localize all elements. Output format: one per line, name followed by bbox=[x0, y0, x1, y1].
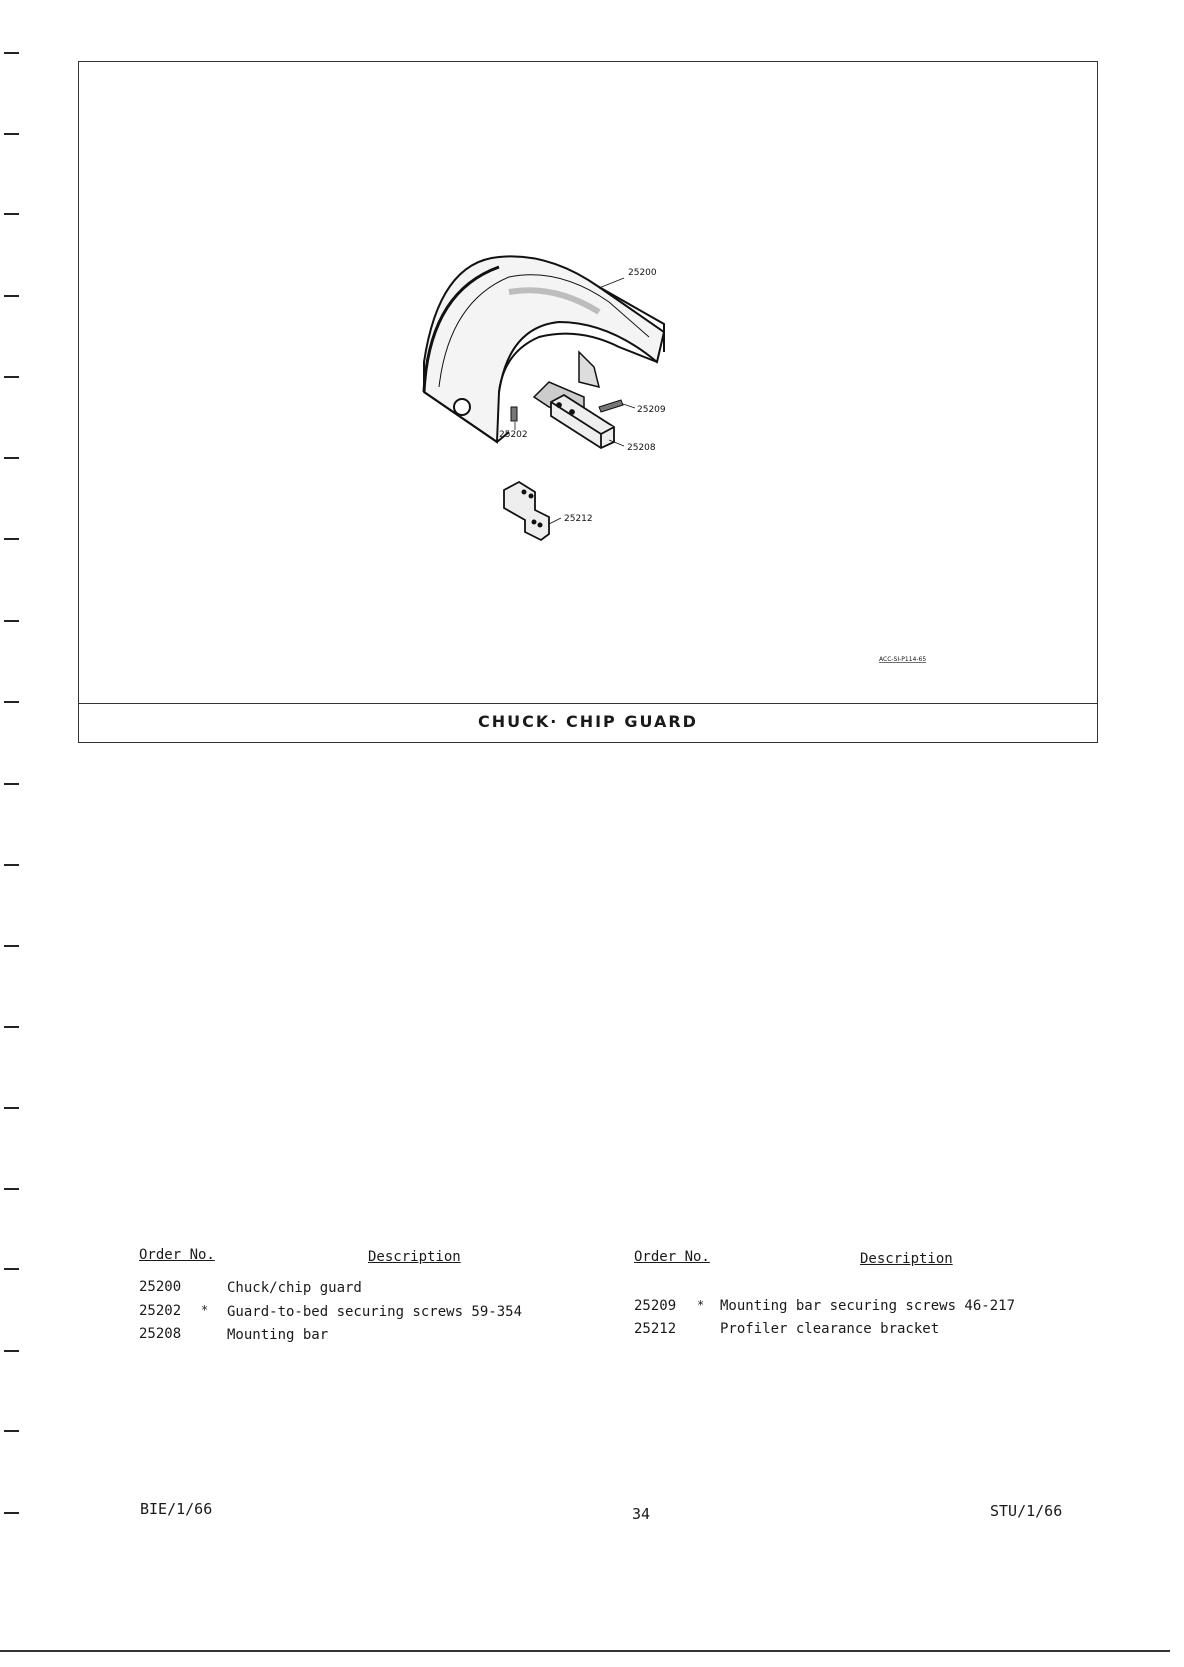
part-description: Chuck/chip guard bbox=[227, 1280, 362, 1296]
order-number: 25200 bbox=[139, 1279, 182, 1295]
callout-25202: 25202 bbox=[499, 430, 528, 440]
column-header-order-no: Order No. bbox=[139, 1247, 215, 1263]
footer-right-code: STU/1/66 bbox=[990, 1502, 1063, 1520]
callout-25212: 25212 bbox=[564, 514, 593, 524]
column-header-order-no: Order No. bbox=[634, 1249, 710, 1265]
part-description: Profiler clearance bracket bbox=[720, 1321, 940, 1337]
exploded-parts-drawing bbox=[79, 62, 1097, 702]
order-number: 25212 bbox=[634, 1321, 677, 1337]
order-number: 25202 bbox=[139, 1303, 182, 1319]
optional-marker: * bbox=[201, 1303, 209, 1317]
part-description: Mounting bar securing screws 46-217 bbox=[720, 1298, 1016, 1314]
callout-25208: 25208 bbox=[627, 443, 656, 453]
column-header-description: Description bbox=[368, 1249, 461, 1265]
page-bottom-rule bbox=[0, 1650, 1170, 1652]
callout-25200: 25200 bbox=[628, 268, 657, 278]
order-number: 25208 bbox=[139, 1326, 182, 1342]
order-number: 25209 bbox=[634, 1298, 677, 1314]
part-description: Guard-to-bed securing screws 59-354 bbox=[227, 1304, 523, 1320]
callout-25209: 25209 bbox=[637, 405, 666, 415]
part-description: Mounting bar bbox=[227, 1327, 329, 1343]
guard-screw-illustration bbox=[511, 407, 517, 421]
bar-screw-illustration bbox=[599, 400, 623, 412]
page-number: 34 bbox=[632, 1505, 651, 1523]
profiler-bracket-illustration bbox=[504, 482, 549, 540]
caption-divider bbox=[79, 703, 1097, 704]
drawing-reference-code: ACC-SI-P114-65 bbox=[879, 656, 927, 663]
optional-marker: * bbox=[697, 1298, 705, 1312]
figure-frame bbox=[78, 61, 1098, 743]
figure-title: CHUCK· CHIP GUARD bbox=[478, 712, 698, 731]
chuck-chip-guard-illustration bbox=[424, 256, 664, 442]
column-header-description: Description bbox=[860, 1251, 953, 1267]
footer-left-code: BIE/1/66 bbox=[140, 1500, 213, 1518]
